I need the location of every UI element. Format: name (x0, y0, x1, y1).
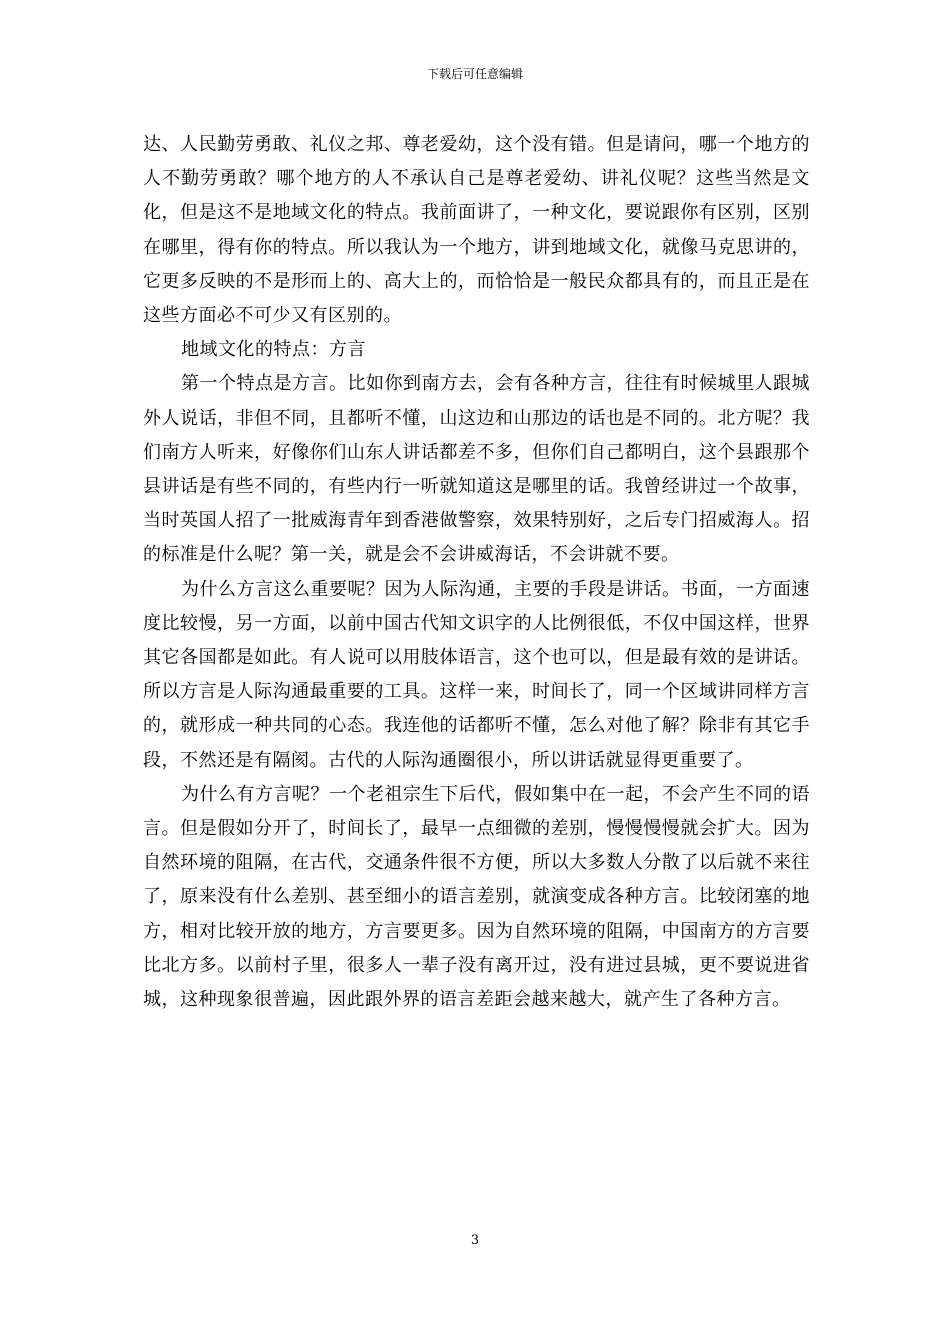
document-body (143, 128, 810, 1017)
section-heading-dialect: 地域文化的特点：方言 (181, 339, 366, 361)
paragraph-dialect-importance: 为什么方言这么重要呢？因为人际沟通，主要的手段是讲话。书面，一方面速度比较慢，另一方面，以前中国古代知文识字的人比例很低，不仅中国这样，世界其它各国都是如此。有人说可以用肢体语言，这个也可以，但是最有效的是讲话。所以方言是人际沟通最重要的工具。这样一来，时间长了，同一个区域讲同样方言的，就形成一种共同的心态。我连他的话都听不懂，怎么对他了解？除非有其它手段，不然还是有隔阂。古代的人际沟通圈很小，所以讲话就显得更重要了。 (143, 578, 810, 771)
paragraph-dialect-origin: 为什么有方言呢？一个老祖宗生下后代，假如集中在一起，不会产生不同的语言。但是假如分开了，时间长了，最早一点细微的差别，慢慢慢慢就会扩大。因为自然环境的阻隔，在古代，交通条件很不方便，所以大多数人分散了以后就不来往了，原来没有什么差别、甚至细小的语言差别，就演变成各种方言。比较闭塞的地方，相对比较开放的地方，方言要更多。因为自然环境的阻隔，中国南方的方言要比北方多。以前村子里，很多人一辈子没有离开过，没有进过县城，更不要说进省城，这种现象很普遍，因此跟外界的语言差距会越来越大，就产生了各种方言。 (143, 783, 810, 1011)
paragraph-dialect-first-feature: 第一个特点是方言。比如你到南方去，会有各种方言，往往有时候城里人跟城外人说话，非但不同，且都听不懂，山这边和山那边的话也是不同的。北方呢？我们南方人听来，好像你们山东人讲话都差不多，但你们自己都明白，这个县跟那个县讲话是有些不同的，有些内行一听就知道这是哪里的话。我曾经讲过一个故事，当时英国人招了一批威海青年到香港做警察，效果特别好，之后专门招威海人。招的标准是什么呢？第一关，就是会不会讲威海话，不会讲就不要。 (143, 373, 810, 566)
page-header: 下载后可任意编辑 (426, 67, 523, 81)
paragraph-continuation: 达、人民勤劳勇敢、礼仪之邦、尊老爱幼，这个没有错。但是请问，哪一个地方的人不勤劳勇敢？哪个地方的人不承认自己是尊老爱幼、讲礼仪呢？这些当然是文化，但是这不是地域文化的特点。我前面讲了，一种文化，要说跟你有区别，区别在哪里，得有你的特点。所以我认为一个地方，讲到地域文化，就像马克思讲的，它更多反映的不是形而上的、高大上的，而恰恰是一般民众都具有的，而且正是在这些方面必不可少又有区别的。 (143, 134, 810, 327)
page-number: 3 (470, 1233, 480, 1248)
